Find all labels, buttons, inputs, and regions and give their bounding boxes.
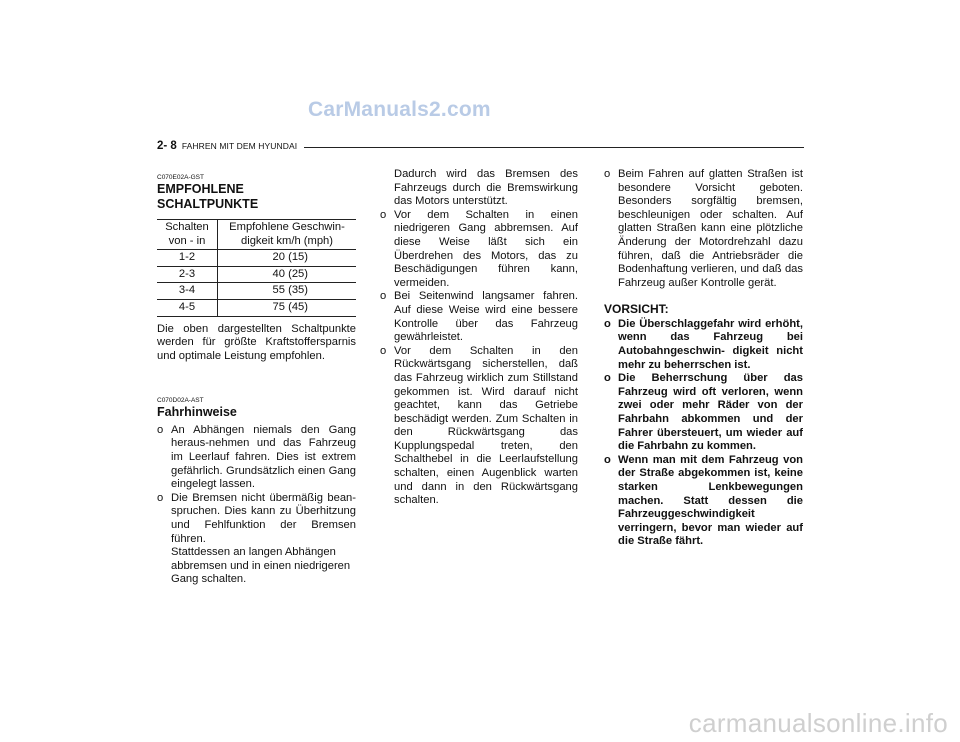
list-item — [157, 424, 356, 492]
table-row — [157, 266, 356, 283]
caution-text: Die Beherrschung über das Fahrzeug wird oft verloren, wenn zwei oder mehr Räder von der Fahrbahn abkommen und der Fahrer übersteuert, um wieder auf die Fahrbahn zu kommen. — [618, 372, 803, 453]
gear-cell: 3-4 — [157, 283, 218, 300]
gear-cell: 1-2 — [157, 250, 218, 267]
header-cell-gear — [157, 220, 218, 250]
gear-cell: 2-3 — [157, 266, 218, 283]
continuation-text — [380, 168, 578, 209]
bullet-text: Beim Fahren auf glatten Straßen ist besondere Vorsicht geboten. Besonders sorgfältig bremsen, beschleunigen oder schalten. Auf glatten Straßen kann eine plötzliche Änderung der Motordrehzahl dazu führen, daß die Antriebsräder die Bodenhaftung verlieren, und daß das Fahrzeug außer Kontrolle gerät. — [618, 168, 803, 289]
header-cell-speed — [218, 220, 357, 250]
caution-text: Wenn man mit dem Fahrzeug von der Straße abgekommen ist, keine starken Lenkbewegungen machen. Statt dessen die Fahrzeuggeschwindigkeit verringern, bevor man wieder auf die Straße fährt. — [618, 453, 803, 548]
bullet-marker: o — [604, 453, 611, 466]
watermark-top: CarManuals2.com — [308, 98, 491, 121]
bullet-marker: o — [380, 208, 387, 221]
bullet-marker: o — [604, 372, 611, 385]
list-item — [380, 290, 578, 344]
bullet-marker: o — [380, 290, 387, 303]
bullet-text: Die Bremsen nicht übermäßig bean-spruchen. Dies kann zu Überhitzung und Fehlfunktion der Bremsen führen. — [171, 491, 356, 545]
table-header-row — [157, 220, 356, 250]
bullet-marker: o — [604, 317, 611, 330]
header-text: Empfohlene Geschwin- — [229, 221, 345, 233]
list-item — [380, 209, 578, 291]
speed-cell: 75 (45) — [218, 299, 357, 316]
page-number: 2- 8 — [157, 140, 177, 152]
bullet-marker: o — [380, 344, 387, 357]
section-heading-shift-points — [157, 182, 356, 211]
column-middle — [380, 168, 578, 508]
list-item — [380, 345, 578, 508]
column-right — [604, 168, 803, 549]
table-row — [157, 283, 356, 300]
header-text: digkeit km/h (mph) — [240, 234, 333, 247]
caution-item — [604, 372, 803, 454]
section-heading-driving-tips: Fahrhinweise — [157, 405, 237, 420]
header-text: Schalten — [165, 221, 209, 233]
speed-cell: 55 (35) — [218, 283, 357, 300]
bullet-text: An Abhängen niemals den Gang heraus-nehmen und das Fahrzeug im Leerlauf fahren. Dies ist extrem gefährlich. Grundsätzlich einen Gang eingelegt lassen. — [171, 423, 356, 491]
table-row — [157, 250, 356, 267]
gear-cell: 4-5 — [157, 299, 218, 316]
caution-item — [604, 454, 803, 549]
heading-line: SCHALTPUNKTE — [157, 196, 259, 211]
bullet-text: Vor dem Schalten in einen niedrigeren Gang abbremsen. Auf diese Weise läßt sich ein Überdrehen des Motors, das zu Beschädigungen führen kann, vermeiden. — [394, 208, 578, 289]
caution-item — [604, 318, 803, 372]
header-text: von - in — [168, 234, 206, 247]
page-header — [157, 140, 297, 152]
shift-points-table — [157, 219, 356, 317]
paragraph: Dadurch wird das Bremsen des Fahrzeugs durch die Bremswirkung das Motors unterstützt. — [394, 168, 578, 208]
header-rule — [304, 147, 804, 148]
caution-text: Die Überschlaggefahr wird erhöht, wenn das Fahrzeug bei Autobahngeschwin- digkeit nicht mehr zu beherrschen ist. — [618, 317, 803, 371]
bullet-text: Bei Seitenwind langsamer fahren. Auf diese Weise wird eine bessere Kontrolle über das Fahrzeug gewährleistet. — [394, 290, 578, 344]
list-item — [604, 168, 803, 290]
bullet-marker: o — [157, 491, 164, 504]
caution-heading: VORSICHT: — [604, 302, 669, 317]
chapter-title: FAHREN MIT DEM HYUNDAI — [181, 141, 298, 151]
section-code: C070D02A-AST — [157, 397, 204, 405]
bullet-text: Vor dem Schalten in den Rückwärtsgang sicherstellen, daß das Fahrzeug wirklich zum Stillstand gekommen ist. Wird darauf nicht geachtet, kann das Getriebe beschädigt werden. Zum Schalten in den Rückwärtsgang das Kupplungspedal treten, den Schalthebel in die Leerlaufstellung schalten, einen Augenblick warten und dann in den Rückwärtsgang schalten. — [394, 344, 578, 507]
watermark-bottom: carmanualsonline.info — [688, 708, 948, 738]
column-left — [157, 168, 356, 587]
shift-points-note: Die oben dargestellten Schaltpunkte werden für größte Kraftstoffersparnis und optimale Leistung empfohlen. — [157, 322, 356, 362]
bullet-text: Stattdessen an langen Abhängen abbremsen und in einen niedrigeren Gang schalten. — [171, 546, 351, 586]
section-code: C070E02A-GST — [157, 174, 204, 181]
speed-cell: 20 (15) — [218, 250, 357, 267]
table-row — [157, 299, 356, 316]
bullet-marker: o — [604, 168, 611, 180]
bullet-marker: o — [157, 423, 164, 436]
heading-line: EMPFOHLENE — [157, 182, 244, 196]
list-item — [157, 492, 356, 587]
speed-cell: 40 (25) — [218, 266, 357, 283]
